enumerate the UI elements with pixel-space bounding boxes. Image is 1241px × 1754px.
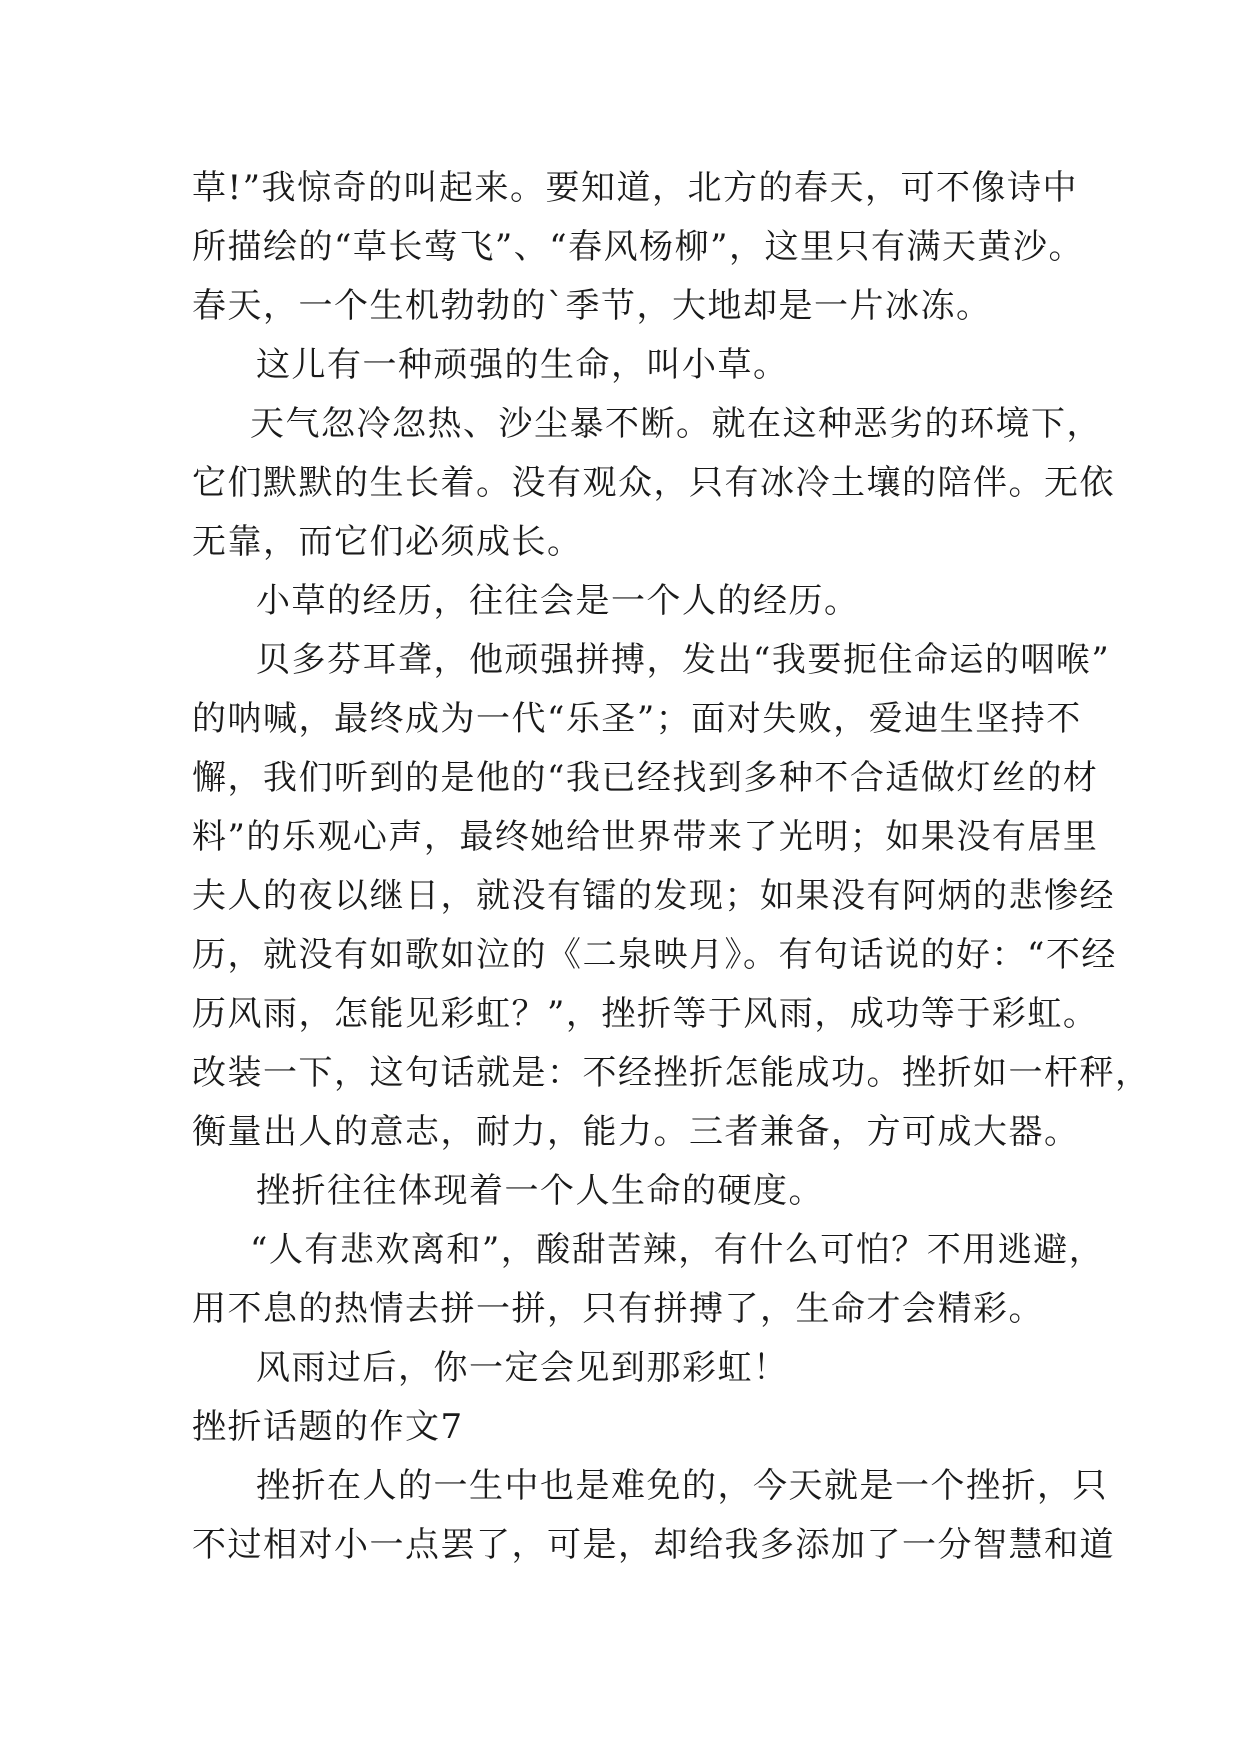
- paragraph-line: 风雨过后，你一定会见到那彩虹！: [256, 1348, 789, 1388]
- paragraph-line: 天气忽冷忽热、沙尘暴不断。就在这种恶劣的环境下，: [250, 404, 1102, 444]
- text-line: 它们默默的生长着。没有观众，只有冰冷土壤的陪伴。无依: [192, 463, 1115, 503]
- text-line: 夫人的夜以继日，就没有镭的发现；如果没有阿炳的悲惨经: [192, 876, 1115, 916]
- paragraph-line: “人有悲欢离和”，酸甜苦辣，有什么可怕？不用逃避，: [250, 1230, 1105, 1270]
- text-line: 草!”我惊奇的叫起来。要知道，北方的春天，可不像诗中: [192, 168, 1079, 208]
- text-line: 用不息的热情去拼一拼，只有拼搏了，生命才会精彩。: [192, 1289, 1044, 1329]
- text-line: 历，就没有如歌如泣的《二泉映月》。有句话说的好：“不经: [192, 935, 1117, 975]
- text-line: 衡量出人的意志，耐力，能力。三者兼备，方可成大器。: [192, 1112, 1080, 1152]
- paragraph-line: 挫折在人的一生中也是难免的，今天就是一个挫折，只: [256, 1466, 1108, 1506]
- paragraph-line: 挫折往往体现着一个人生命的硬度。: [256, 1171, 824, 1211]
- text-line: 无靠，而它们必须成长。: [192, 522, 583, 562]
- text-line: 的呐喊，最终成为一代“乐圣”；面对失败，爱迪生坚持不: [192, 699, 1082, 739]
- text-line: 历风雨，怎能见彩虹？”，挫折等于风雨，成功等于彩虹。: [192, 994, 1099, 1034]
- text-line: 所描绘的“草长莺飞”、“春风杨柳”，这里只有满天黄沙。: [192, 227, 1085, 267]
- paragraph-line: 这儿有一种顽强的生命，叫小草。: [256, 345, 789, 385]
- text-line: 不过相对小一点罢了，可是，却给我多添加了一分智慧和道: [192, 1525, 1115, 1565]
- text-line: 春天，一个生机勃勃的`季节，大地却是一片冰冻。: [192, 286, 992, 326]
- section-heading: 挫折话题的作文7: [192, 1407, 464, 1447]
- text-line: 料”的乐观心声，最终她给世界带来了光明；如果没有居里: [192, 817, 1099, 857]
- text-line: 懈，我们听到的是他的“我已经找到多种不合适做灯丝的材: [192, 758, 1099, 798]
- paragraph-line: 贝多芬耳聋，他顽强拼搏，发出“我要扼住命运的咽喉”: [256, 640, 1111, 680]
- paragraph-line: 小草的经历，往往会是一个人的经历。: [256, 581, 860, 621]
- text-line: 改装一下，这句话就是：不经挫折怎能成功。挫折如一杆秤，: [192, 1053, 1151, 1093]
- document-body: [192, 159, 1151, 1575]
